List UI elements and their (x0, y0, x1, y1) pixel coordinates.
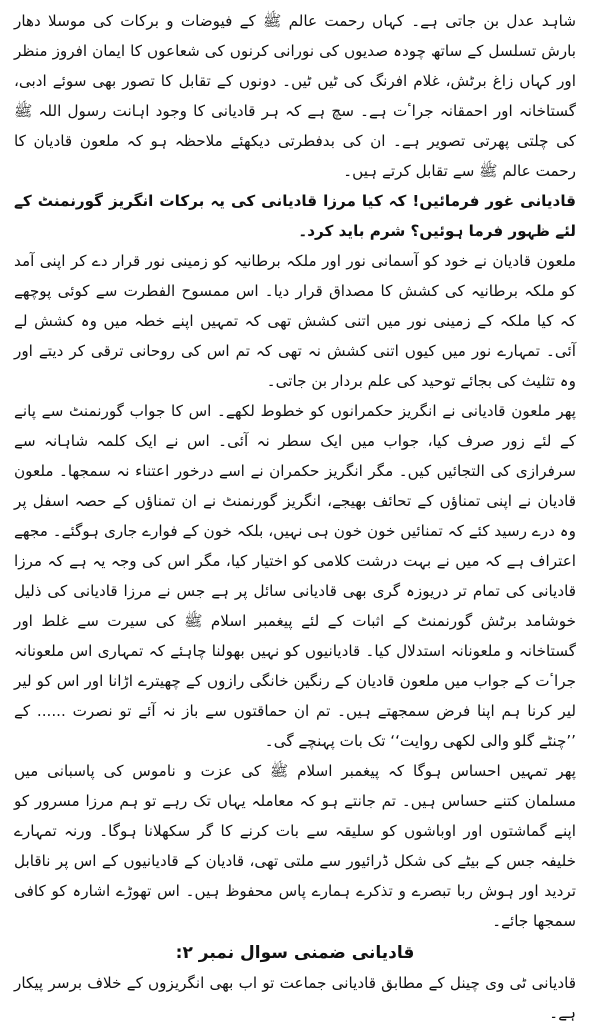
paragraph-1: شاہد عدل بن جاتی ہے۔ کہاں رحمت عالم ﷺ کے فیوضات و برکات کی موسلا دھار بارش تسلسل کے ساتھ چودہ صدیوں کی نورانی کرنوں کی شعاعوں کا ایمان افروز منظر اور کہاں زاغ برٹش، غلام افرنگ کی ٹیں ٹیں۔ دونوں کے تقابل کا تصور بھی سوئے ادبی، گستاخانہ اور احمقانہ جراٴت ہے۔ سچ ہے کہ ہر قادیانی کا وجود اہانت رسول اللہ ﷺ کی چلتی پھرتی تصویر ہے۔ ان کی بدفطرتی دیکھئے ملاحظہ ہو کہ ملعون قادیان کا رحمت عالم ﷺ سے تقابل کرتے ہیں۔ (14, 12, 576, 180)
paragraph-5: پھر تمہیں احساس ہوگا کہ پیغمبر اسلام ﷺ کی عزت و ناموس کی پاسبانی میں مسلمان کتنے حساس ہیں۔ تم جانتے ہو کہ معاملہ یہاں تک رہے تو ہم مرزا مسرور کو اپنے گماشتوں اور اوباشوں کو سلیقہ سے بات کرنے کا گر سکھلانا ہوگا۔ ورنہ تمہارے خلیفہ جس کے بیٹے کی شکل ڈرائیور سے ملتی تھی، قادیان کے قادیانیوں کے اس پر ناقابل تردید اور ہوش ربا تبصرے و تذکرے ہمارے پاس محفوظ ہیں۔ اس تھوڑے اشارہ کو کافی سمجھا جائے۔ (14, 762, 576, 930)
paragraph-4: پھر ملعون قادیانی نے انگریز حکمرانوں کو خطوط لکھے۔ اس کا جواب گورنمنٹ سے پانے کے لئے زور صرف کیا، جواب میں ایک سطر نہ آئی۔ اس نے ایک کلمہ شاہانہ سے سرفرازی کی التجائیں کیں۔ مگر انگریز حکمران نے اسے درخور اعتناء نہ سمجھا۔ ملعون قادیان نے اپنی تمناؤں کے تحائف بھیجے، انگریز گورنمنٹ نے ان تمناؤں کے حصہ اسفل پر وہ درے رسید کئے کہ تمنائیں خون خون ہی نہیں، بلکہ خون کے فوارے جاری ہوگئے۔ مجھے اعتراف ہے کہ میں نے بہت درشت کلامی کو اختیار کیا، مگر اس کی وجہ یہ ہے کہ مرزا قادیانی کی تمام تر دریوزہ گری بھی قادیانی سائل پر ہے جس نے مرزا قادیانی کی ذلیل خوشامد برٹش گورنمنٹ کے اثبات کے لئے پیغمبر اسلام ﷺ کی سیرت سے غلط اور گستاخانہ و ملعونانہ استدلال کیا۔ قادیانیوں کو نہیں بھولنا چاہئے کہ تمہاری اس ملعونانہ جراٴت کے جواب میں ملعون قادیان کے رنگین خانگی رازوں کے چھیترے اڑانا اور اس کو لیر لیر کرنا ہم اپنا فرض سمجھتے ہیں۔ تم ان حماقتوں سے باز نہ آئے تو نصرت ...... کے ’’چنٹے گلو والی لکھی روایت‘‘ تک بات پہنچے گی۔ (14, 402, 576, 750)
section-heading: قادیانی ضمنی سوال نمبر ۲: (175, 943, 415, 963)
paragraph-2-question: قادیانی غور فرمائیں! کہ کیا مرزا قادیانی کی یہ برکات انگریز گورنمنٹ کے لئے ظہور فرما ہوئیں؟ شرم باید کرد۔ (14, 192, 576, 240)
closing-paragraph: قادیانی ٹی وی چینل کے مطابق قادیانی جماعت تو اب بھی انگریزوں کے خلاف برسر پیکار ہے۔ (14, 974, 576, 1022)
paragraph-3: ملعون قادیان نے خود کو آسمانی نور اور ملکہ برطانیہ کو زمینی نور قرار دے کر اپنی آمد کو ملکہ برطانیہ کی کشش کا مصداق قرار دیا۔ اس ممسوح الفطرت سے کوئی پوچھے کہ کیا ملکہ کے زمینی نور میں اتنی کشش تھی کہ تمہیں اپنے خطہ میں وہ کشش لے آئی۔ تمہارے نور میں کیوں اتنی کشش نہ تھی کہ تم اس کی روحانی ترقی کر دیتے اور وہ تثلیث کی بجائے توحید کی علم بردار بن جاتی۔ (14, 252, 576, 390)
